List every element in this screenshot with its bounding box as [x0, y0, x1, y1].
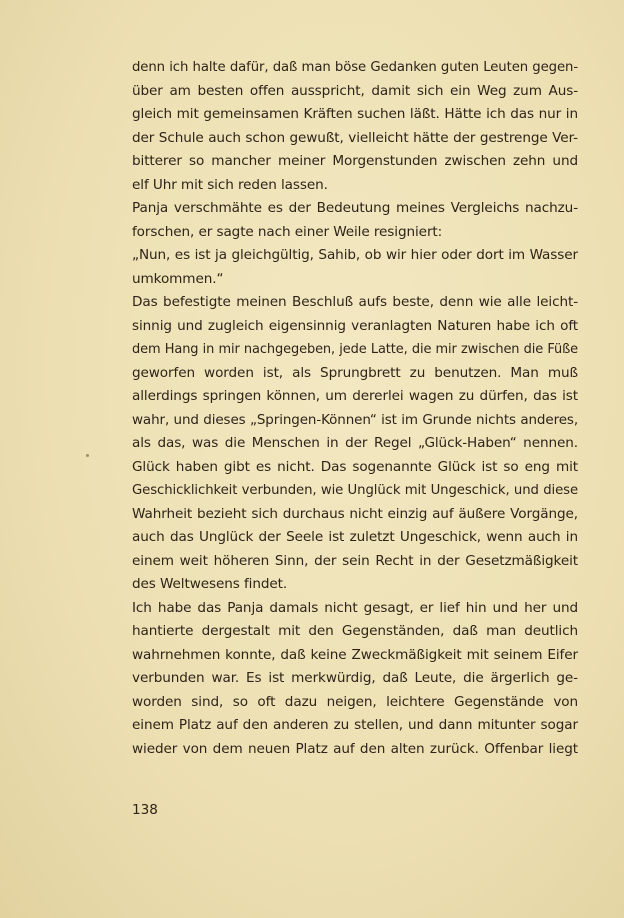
text-line: verbunden war. Es ist merkwürdig, daß Leute, die ärgerlich ge- — [132, 670, 578, 686]
paragraph — [132, 56, 578, 197]
book-page-text — [132, 56, 578, 761]
text-line: denn ich halte dafür, daß man böse Gedanken guten Leuten gegen- — [132, 60, 578, 75]
text-line: Wahrheit bezieht sich durchaus nicht einzig auf äußere Vorgänge, — [132, 505, 578, 522]
text-line: dem Hang in mir nachgegeben, jede Latte, die mir zwischen die Füße — [132, 342, 578, 357]
paragraph — [132, 197, 578, 244]
text-line: Panja verschmähte es der Bedeutung meines Vergleichs nachzu- — [132, 200, 578, 216]
text-line: worden sind, so oft dazu neigen, leichtere Gegenstände von — [132, 693, 578, 710]
text-line: geworfen worden ist, als Sprungbrett zu benutzen. Man muß — [132, 364, 578, 381]
text-line: sinnig und zugleich eigensinnig veranlagten Naturen habe ich oft — [132, 317, 578, 334]
text-line: als das, was die Menschen in der Regel „Glück-Haben“ nennen. — [132, 435, 578, 451]
text-line: einem weit höheren Sinn, der sein Recht in der Gesetzmäßigkeit — [132, 552, 578, 569]
paragraph — [132, 244, 578, 291]
text-line: wahr, und dieses „Springen-Können“ ist im Grunde nichts anderes, — [132, 411, 578, 428]
text-line: über am besten offen ausspricht, damit sich ein Weg zum Aus- — [132, 82, 578, 99]
text-line: allerdings springen können, um dererlei wagen zu dürfen, das ist — [132, 388, 578, 404]
text-line: gleich mit gemeinsamen Kräften suchen läßt. Hätte ich das nur in — [132, 106, 578, 122]
text-line: umkommen.“ — [132, 270, 224, 287]
paragraph — [132, 597, 578, 762]
text-line: wieder von dem neuen Platz auf den alten zurück. Offenbar liegt — [132, 740, 578, 757]
paragraph — [132, 291, 578, 597]
text-line: Glück haben gibt es nicht. Das sogenannte Glück ist so eng mit — [132, 458, 578, 475]
text-line: Das befestigte meinen Beschluß aufs beste, denn wie alle leicht- — [132, 294, 578, 310]
text-line: elf Uhr mit sich reden lassen. — [132, 176, 328, 193]
page-number: 138 — [132, 802, 158, 818]
text-line: bitterer so mancher meiner Morgenstunden zwischen zehn und — [132, 153, 578, 169]
text-line: der Schule auch schon gewußt, vielleicht hätte der gestrenge Ver- — [132, 129, 578, 146]
text-line: Geschicklichkeit verbunden, wie Unglück mit Ungeschick, und diese — [132, 483, 578, 498]
text-line: „Nun, es ist ja gleichgültig, Sahib, ob wir hier oder dort im Wasser — [132, 247, 578, 263]
text-line: des Weltwesens findet. — [132, 576, 288, 592]
text-line: wahrnehmen konnte, daß keine Zweckmäßigkeit mit seinem Eifer — [132, 646, 578, 663]
paper-speck — [86, 454, 89, 457]
text-line: forschen, er sagte nach einer Weile resigniert: — [132, 223, 443, 240]
text-line: einem Platz auf den anderen zu stellen, und dann mitunter sogar — [132, 717, 578, 733]
text-line: auch das Unglück der Seele ist zuletzt Ungeschick, wenn auch in — [132, 529, 578, 545]
text-line: Ich habe das Panja damals nicht gesagt, er lief hin und her und — [132, 599, 578, 616]
text-line: hantierte dergestalt mit den Gegenständen, daß man deutlich — [132, 623, 578, 639]
